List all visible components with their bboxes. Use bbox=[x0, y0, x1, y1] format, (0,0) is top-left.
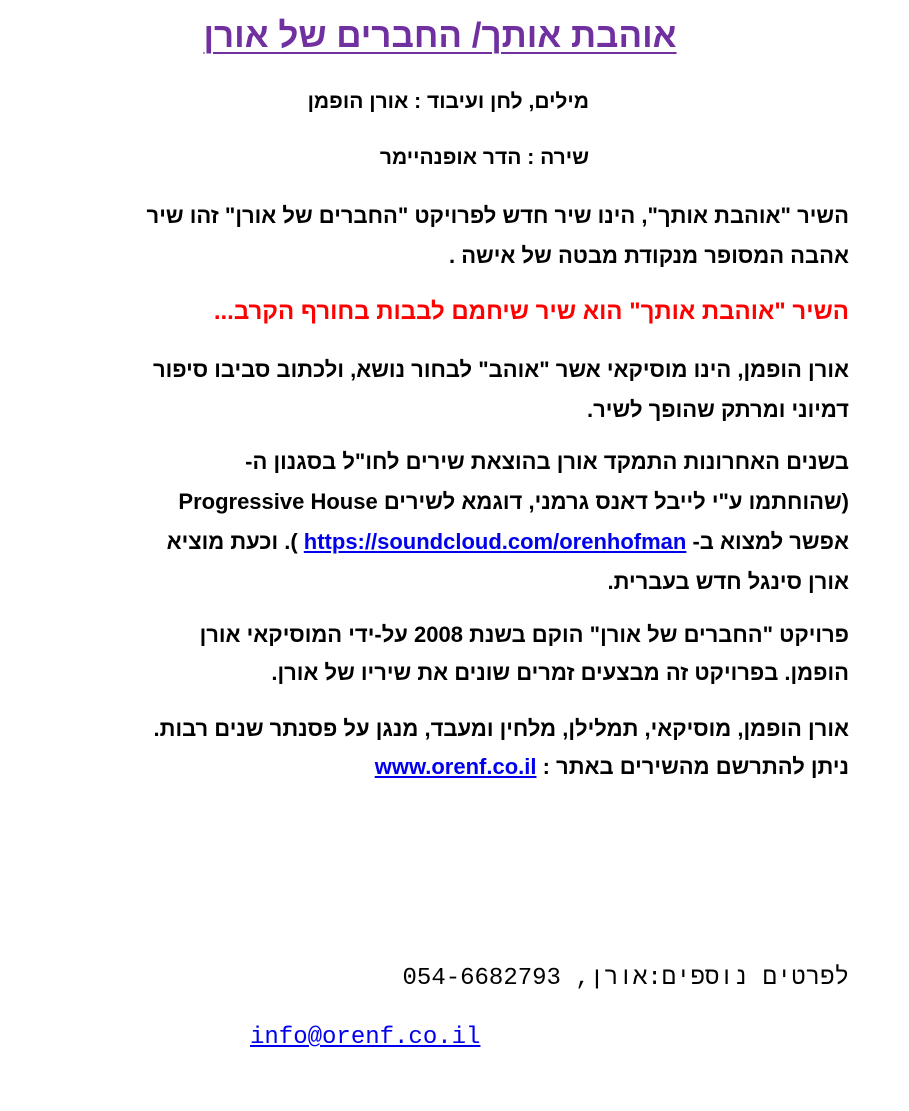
genre-name: Progressive House bbox=[178, 489, 378, 514]
intro-line-2: אהבה המסופר מנקודת מבטה של אישה . bbox=[448, 243, 849, 268]
bio-line-1: אורן הופמן, מוסיקאי, תמלילן, מלחין ומעבד, מנגן על פסנתר שנים רבות. bbox=[153, 716, 849, 741]
credit-vocals: שירה : הדר אופנהיימר bbox=[379, 146, 589, 169]
page-title: אוהבת אותך/ החברים של אורן bbox=[203, 16, 677, 55]
recent-paragraph bbox=[29, 442, 849, 602]
email-link[interactable]: info@orenf.co.il bbox=[250, 1024, 481, 1051]
website-link[interactable]: www.orenf.co.il bbox=[374, 754, 537, 779]
project-line-1: פרויקט "החברים של אורן" הוקם בשנת 2008 על-ידי המוסיקאי אורן bbox=[199, 622, 849, 647]
contact-line: לפרטים נוספים:אורן, 054-6682793 bbox=[402, 965, 849, 992]
intro-paragraph bbox=[29, 196, 849, 276]
soundcloud-link[interactable]: https://soundcloud.com/orenhofman bbox=[303, 529, 687, 554]
recent-line-3-pre: אפשר למצוא ב- bbox=[692, 529, 849, 554]
bio-line-2-pre: ניתן להתרשם מהשירים באתר : bbox=[542, 754, 849, 779]
recent-line-1: בשנים האחרונות התמקד אורן בהוצאת שירים לחו"ל בסגנון ה- bbox=[245, 449, 849, 474]
project-line-2: הופמן. בפרויקט זה מבצעים זמרים שונים את שיריו של אורן. bbox=[271, 660, 849, 685]
about-line-1: אורן הופמן, הינו מוסיקאי אשר "אוהב" לבחור נושא, ולכתוב סביבו סיפור bbox=[152, 357, 849, 382]
recent-line-2-rtl: (שהוחתמו ע"י לייבל דאנס גרמני, דוגמא לשירים bbox=[383, 489, 849, 514]
highlight-line: השיר "אוהבת אותך" הוא שיר שיחמם לבבות בחורף הקרב... bbox=[213, 298, 849, 325]
about-paragraph bbox=[29, 350, 849, 430]
recent-line-3-post: ). וכעת מוציא bbox=[166, 529, 298, 554]
bio-line-2 bbox=[29, 748, 849, 786]
credit-lyrics: מילים, לחן ועיבוד : אורן הופמן bbox=[307, 90, 589, 113]
recent-line-2 bbox=[29, 482, 849, 522]
about-line-2: דמיוני ומרתק שהופך לשיר. bbox=[587, 397, 849, 422]
project-paragraph bbox=[29, 616, 849, 692]
intro-line-1: השיר "אוהבת אותך", הינו שיר חדש לפרויקט "החברים של אורן" זהו שיר bbox=[146, 203, 849, 228]
bio-paragraph bbox=[29, 710, 849, 786]
recent-line-4: אורן סינגל חדש בעברית. bbox=[607, 569, 849, 594]
recent-line-3 bbox=[29, 522, 849, 562]
